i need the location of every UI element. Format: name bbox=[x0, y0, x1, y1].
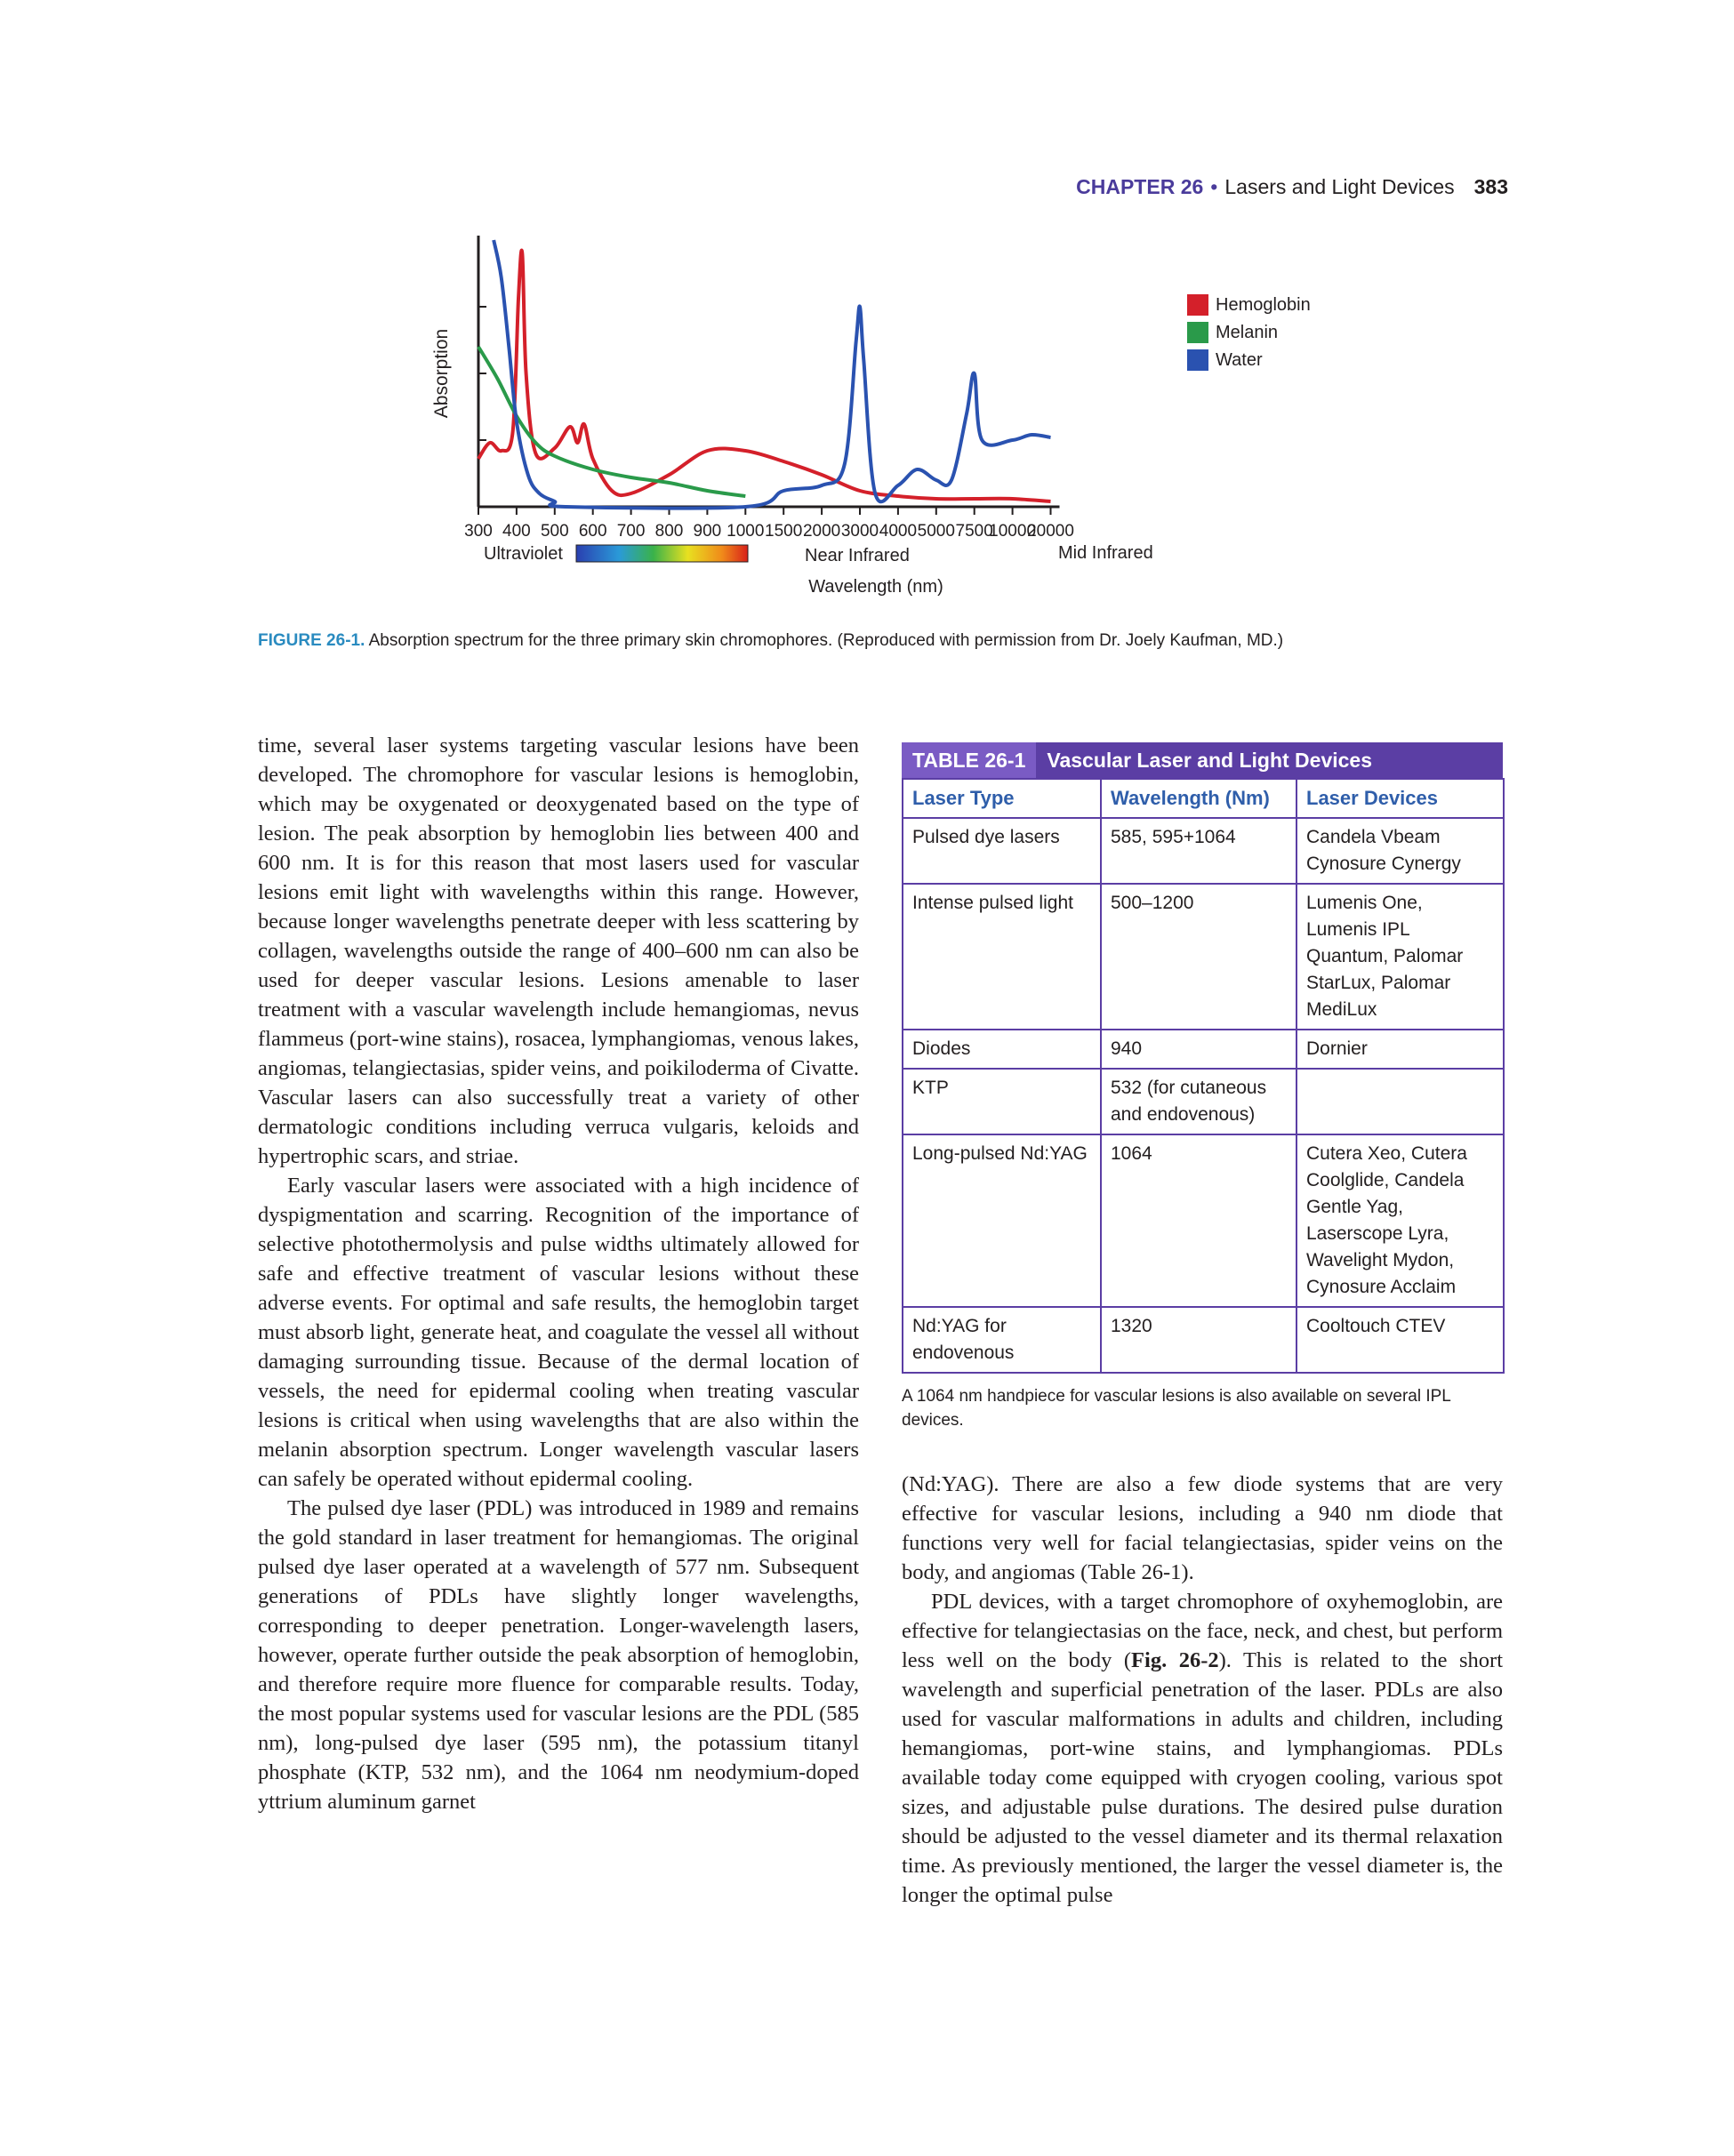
table-row bbox=[903, 1134, 1504, 1307]
series-line-melanin bbox=[478, 347, 745, 496]
table-footnote: A 1064 nm handpiece for vascular lesions is also available on several IPL devices. bbox=[902, 1387, 1451, 1430]
table-cell: Long-pulsed Nd:YAG bbox=[903, 1134, 1101, 1307]
table-cell: Diodes bbox=[903, 1030, 1101, 1069]
paragraph: Early vascular lasers were associated with a high incidence of dyspigmentation and scarring. Recognition of the importance of selective photothermolysis and pulse widths ultimately allowed for safe and effective treatment of vascular lesions without these adverse events. For optimal and safe results, the hemoglobin target must absorb light, generate heat, and coagulate the vessel all without damaging surrounding tissue. Because of the dermal location of vessels, the need for epidermal cooling when treating vascular lesions is critical when using wavelengths that are also within the melanin absorption spectrum. Longer wavelength vascular lasers can safely be operated without epidermal cooling. bbox=[258, 1174, 859, 1491]
left-column bbox=[258, 731, 859, 1816]
figure-caption-text: Absorption spectrum for the three primary skin chromophores. (Reproduced with permission from Dr. Joely Kaufman, MD.) bbox=[368, 631, 1284, 650]
paragraph: time, several laser systems targeting vascular lesions have been developed. The chromophore for vascular lesions is hemoglobin, which may be oxygenated or deoxygenated based on the type of lesion. The peak absorption by hemoglobin lies between 400 and 600 nm. It is for this reason that most lasers used for vascular lesions emit light with wavelengths within this range. However, because longer wavelengths penetrate deeper with less scattering by collagen, wavelengths outside the range of 400–600 nm can also be used for deeper vascular lesions. Lesions amenable to laser treatment with a vascular wavelength include hemangiomas, nevus flammeus (port-wine stains), rosacea, lymphangiomas, venous lakes, angiomas, telangiectasias, spider veins, and poikiloderma of Civatte. Vascular lasers can also successfully treat a variety of other dermatologic conditions including verruca vulgaris, keloids and hypertrophic scars, and striae. bbox=[258, 733, 859, 1168]
legend-entry-water: Water bbox=[1216, 350, 1263, 370]
x-tick-label: 300 bbox=[464, 522, 493, 541]
table-cell: Candela Vbeam Cynosure Cynergy bbox=[1296, 818, 1504, 884]
absorption-chart bbox=[427, 227, 1334, 618]
table-row bbox=[903, 1030, 1504, 1069]
table-title: Vascular Laser and Light Devices bbox=[1047, 749, 1372, 772]
figure-reference: Fig. 26-2 bbox=[1131, 1648, 1219, 1672]
paragraph bbox=[902, 1587, 1503, 1910]
x-tick-label: 10000 bbox=[989, 522, 1037, 541]
table-row bbox=[903, 818, 1504, 884]
table-cell: Dornier bbox=[1296, 1030, 1504, 1069]
x-tick-label: 1500 bbox=[765, 522, 803, 541]
x-ticks bbox=[464, 507, 1074, 541]
chapter-number: CHAPTER 26 bbox=[1076, 175, 1204, 198]
x-tick-label: 7500 bbox=[955, 522, 993, 541]
table-cell: 500–1200 bbox=[1101, 884, 1296, 1030]
table-cell: Intense pulsed light bbox=[903, 884, 1101, 1030]
table-number: TABLE 26-1 bbox=[902, 742, 1036, 778]
table-cell: 532 (for cutaneous and endovenous) bbox=[1101, 1069, 1296, 1134]
table-cell: Nd:YAG for endovenous bbox=[903, 1307, 1101, 1373]
x-axis-label: Wavelength (nm) bbox=[808, 577, 943, 597]
x-tick-label: 500 bbox=[540, 522, 569, 541]
paragraph-text: ). This is related to the short wavelength and superficial penetration of the laser. PDLs are also used for vascular malformations in adults and children, including hemangiomas, port-wine stains, and lymphangiomas. PDLs available today come equipped with cryogen cooling, various spot sizes, and adjustable pulse durations. The desired pulse duration should be adjusted to the vessel diameter and its thermal relaxation time. As previously mentioned, the larger the vessel diameter is, the longer the optimal pulse bbox=[902, 1648, 1503, 1907]
column-header: Laser Type bbox=[903, 779, 1101, 818]
x-tick-label: 900 bbox=[693, 522, 722, 541]
paragraph: (Nd:YAG). There are also a few diode systems that are very effective for vascular lesions, including a 940 nm diode that functions very well for facial telangiectasias, spider veins on the body, and angiomas (Table 26-1). bbox=[902, 1472, 1503, 1584]
right-column bbox=[902, 1470, 1503, 1910]
table-cell: Cooltouch CTEV bbox=[1296, 1307, 1504, 1373]
table-row bbox=[903, 1069, 1504, 1134]
x-tick-label: 1000 bbox=[727, 522, 765, 541]
legend-swatch-melanin bbox=[1187, 322, 1208, 343]
x-tick-label: 800 bbox=[654, 522, 684, 541]
band-label-mir: Mid Infrared bbox=[1058, 543, 1153, 563]
x-tick-label: 3000 bbox=[840, 522, 879, 541]
y-axis-label: Absorption bbox=[431, 328, 452, 419]
table-cell: 1320 bbox=[1101, 1307, 1296, 1373]
figure-label: FIGURE 26-1. bbox=[258, 631, 365, 650]
legend-entry-melanin: Melanin bbox=[1216, 323, 1279, 342]
running-head bbox=[1076, 175, 1508, 199]
x-tick-label: 20000 bbox=[1027, 522, 1074, 541]
paragraph-text: PDL devices, with a target chromophore of oxyhemoglobin, are effective for telangiectasias on the face, neck, and chest, but perform less well on the body ( bbox=[902, 1590, 1503, 1672]
column-header: Wavelength (Nm) bbox=[1101, 779, 1296, 818]
table-cell: 585, 595+1064 bbox=[1101, 818, 1296, 884]
table-row bbox=[903, 884, 1504, 1030]
table-cell: Pulsed dye lasers bbox=[903, 818, 1101, 884]
chart-axes bbox=[478, 236, 1060, 507]
x-tick-label: 5000 bbox=[917, 522, 955, 541]
bullet-separator: • bbox=[1210, 175, 1218, 198]
x-tick-label: 4000 bbox=[879, 522, 918, 541]
legend-swatch-hemoglobin bbox=[1187, 294, 1208, 316]
table-26-1 bbox=[902, 742, 1503, 1432]
x-tick-label: 2000 bbox=[802, 522, 841, 541]
column-header: Laser Devices bbox=[1296, 779, 1504, 818]
legend-entry-hemoglobin: Hemoglobin bbox=[1216, 295, 1311, 315]
table-title-bar bbox=[902, 742, 1503, 778]
table-cell: Lumenis One, Lumenis IPL Quantum, Palomar StarLux, Palomar MediLux bbox=[1296, 884, 1504, 1030]
chapter-title: Lasers and Light Devices bbox=[1224, 175, 1455, 198]
table-header-row bbox=[903, 779, 1504, 818]
band-label-nir: Near Infrared bbox=[805, 546, 910, 565]
series-line-water bbox=[494, 240, 1050, 509]
devices-table bbox=[902, 778, 1505, 1374]
table-cell: 940 bbox=[1101, 1030, 1296, 1069]
x-tick-label: 400 bbox=[502, 522, 531, 541]
x-tick-label: 700 bbox=[616, 522, 646, 541]
table-cell bbox=[1296, 1069, 1504, 1134]
table-cell: Cutera Xeo, Cutera Coolglide, Candela Gentle Yag, Laserscope Lyra, Wavelight Mydon, Cynosure Acclaim bbox=[1296, 1134, 1504, 1307]
absorption-figure bbox=[427, 227, 1334, 618]
series-lines bbox=[478, 240, 1051, 509]
chart-legend bbox=[1187, 294, 1311, 371]
figure-caption bbox=[258, 631, 1503, 651]
legend-swatch-water bbox=[1187, 349, 1208, 371]
table-row bbox=[903, 1307, 1504, 1373]
table-cell: 1064 bbox=[1101, 1134, 1296, 1307]
series-line-hemoglobin bbox=[478, 251, 1051, 501]
visible-spectrum-bar bbox=[576, 545, 748, 562]
paragraph: The pulsed dye laser (PDL) was introduced in 1989 and remains the gold standard in laser treatment for hemangiomas. The original pulsed dye laser operated at a wavelength of 577 nm. Subsequent generations of PDLs have slightly longer wavelengths, corresponding to deeper penetration. Longer-wavelength lasers, however, operate further outside the peak absorption of hemoglobin, and therefore require more fluence for comparable results. Today, the most popular systems used for vascular lesions are the PDL (585 nm), long-pulsed dye laser (595 nm), the potassium titanyl phosphate (KTP, 532 nm), and the 1064 nm neodymium-doped yttrium aluminum garnet bbox=[258, 1496, 859, 1814]
table-cell: KTP bbox=[903, 1069, 1101, 1134]
x-tick-label: 600 bbox=[578, 522, 607, 541]
band-label-uv: Ultraviolet bbox=[484, 544, 563, 564]
page-number: 383 bbox=[1473, 175, 1508, 198]
